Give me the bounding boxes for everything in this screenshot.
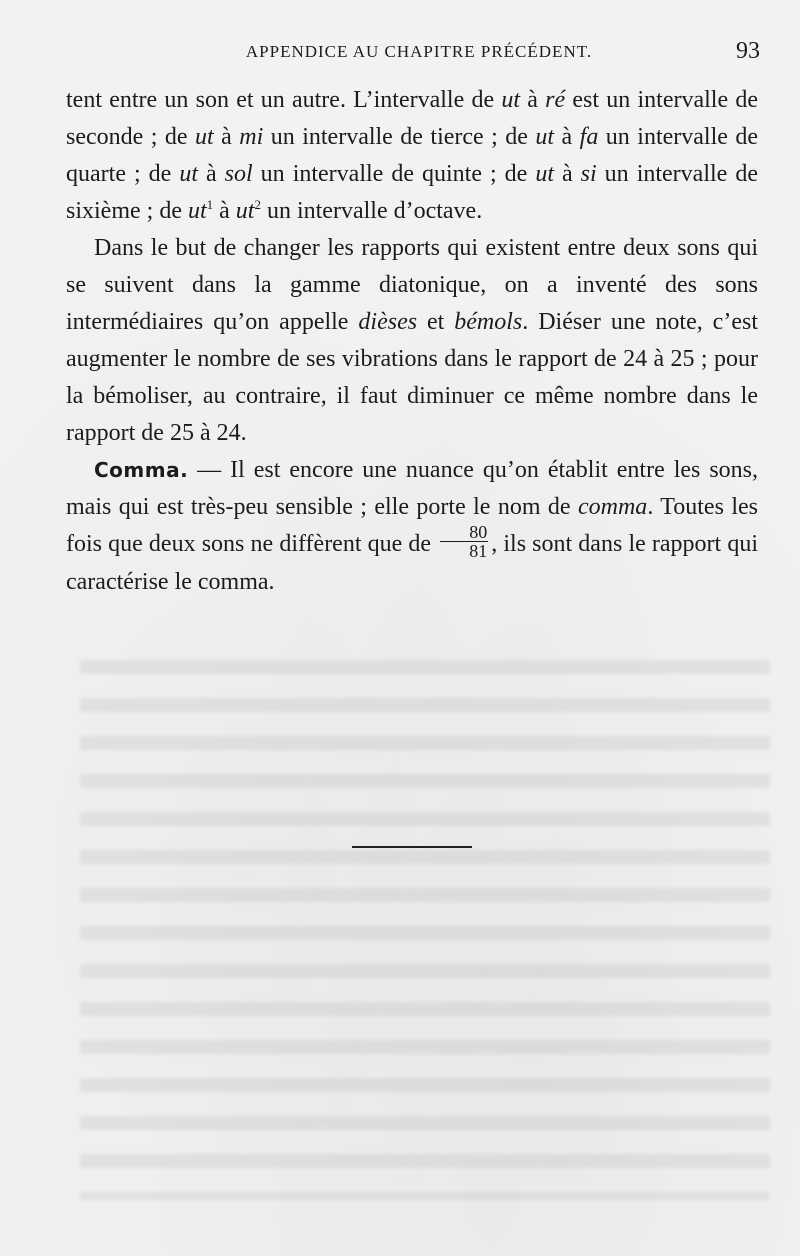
body-text xyxy=(66,82,758,601)
paragraph-comma: Comma. — Il est encore une nuance qu’on établit entre les sons, mais qui est très-peu sensible ; elle porte le nom de comma. Toutes les fois que deux sons ne diffèrent que de $\frac{80}{81}$ , ils sont dans le rapport qui caractérise le comma. xyxy=(66,457,759,595)
fraction-80-81: $\frac{80}{81}$ xyxy=(440,523,488,560)
show-through-texture xyxy=(80,660,770,1200)
page-number: 93 xyxy=(736,38,760,64)
paragraph-intervals: tent entre un son et un autre. L’intervalle de ut à ré est un intervalle de seconde ; de ut à mi un intervalle de tierce ; de ut à fa un intervalle de quarte ; de ut à sol un intervalle de quinte ; de ut à si un intervalle de sixième ; de $ut^1$ à $ut^2$ un intervalle d’octave. xyxy=(66,87,759,224)
running-head: APPENDICE AU CHAPITRE PRÉCÉDENT. xyxy=(245,42,593,61)
paragraph-dieses-bemols: Dans le but de changer les rapports qui existent entre deux sons qui se suivent dans la gamme diatonique, on a inventé des sons intermédiaires qu’on appelle dièses et bémols. Diéser une note, c’est augmenter le nombre de ses vibrations dans le rapport de 24 à 25 ; pour la bémoliser, au contraire, il faut diminuer ce même nombre dans le rapport de 25 à 24. xyxy=(66,235,758,446)
comma-heading: Comma. xyxy=(94,458,189,482)
page-header xyxy=(60,36,760,70)
section-rule xyxy=(352,846,472,848)
